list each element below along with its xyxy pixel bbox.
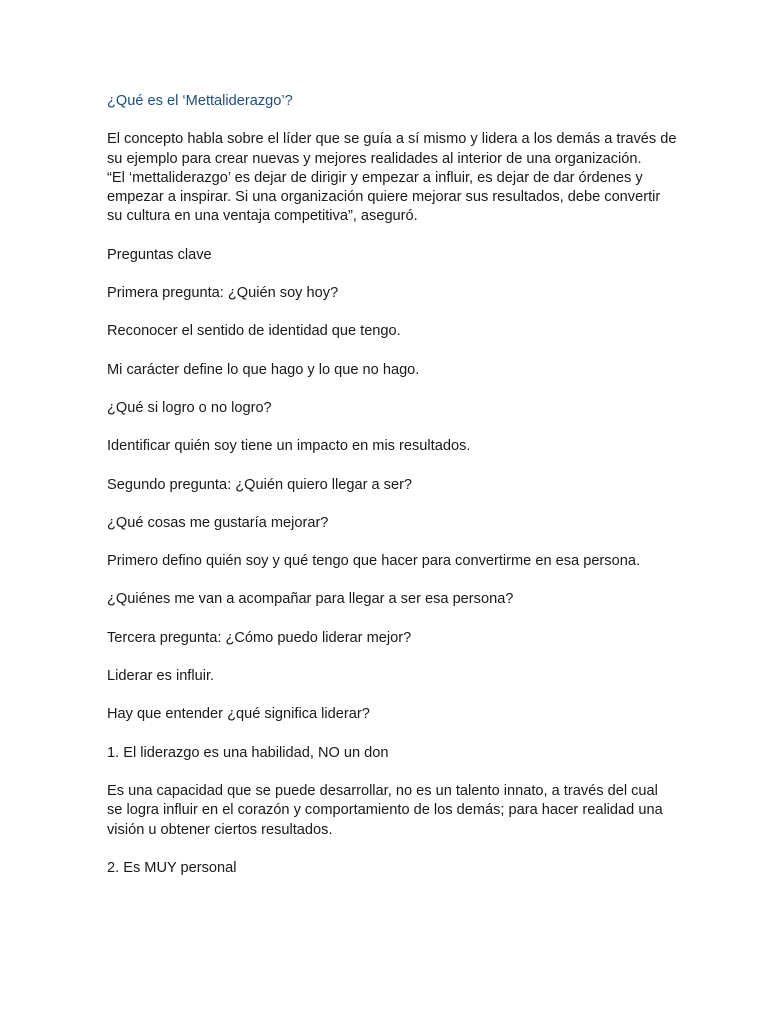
paragraph-point-two: 2. Es MUY personal [107, 859, 237, 876]
paragraph-second-question: Segundo pregunta: ¿Quién quiero llegar a ser? [107, 476, 413, 493]
paragraph-third-question: Tercera pregunta: ¿Cómo puedo liderar mejor? [107, 629, 412, 646]
paragraph-accompany: ¿Quiénes me van a acompañar para llegar a ser esa persona? [107, 591, 514, 608]
paragraph-first-question: Primera pregunta: ¿Quién soy hoy? [107, 285, 339, 302]
paragraph-capacity: Es una capacidad que se puede desarrollar, no es un talento innato, a través del cual se logra influir en el corazón y comportamiento de los demás; para hacer realidad una visión u obtener ciertos resultados. [107, 782, 663, 838]
paragraph-key-questions: Preguntas clave [107, 246, 212, 263]
paragraph-improve: ¿Qué cosas me gustaría mejorar? [107, 514, 329, 531]
document-heading: ¿Qué es el ‘Mettaliderazgo’? [107, 93, 293, 109]
paragraph-define: Primero defino quién soy y qué tengo que hacer para convertirme en esa persona. [107, 553, 640, 570]
paragraph-meaning: Hay que entender ¿qué significa liderar? [107, 706, 370, 723]
paragraph-character: Mi carácter define lo que hago y lo que no hago. [107, 361, 420, 378]
paragraph-concept: El concepto habla sobre el líder que se guía a sí mismo y lidera a los demás a través de su ejemplo para crear nuevas y mejores realidades al interior de una organización. [107, 131, 677, 167]
paragraph-quote: “El ‘mettaliderazgo’ es dejar de dirigir y empezar a influir, es dejar de dar órdenes y empezar a inspirar. Si una organización quiere mejorar sus resultados, debe convertir su cultura en una ventaja competitiva”, aseguró. [107, 169, 661, 225]
paragraph-impact: Identificar quién soy tiene un impacto en mis resultados. [107, 438, 471, 455]
paragraph-point-one: 1. El liderazgo es una habilidad, NO un don [107, 744, 389, 761]
document-page [107, 92, 677, 897]
paragraph-lead-influence: Liderar es influir. [107, 668, 215, 685]
paragraph-achieve: ¿Qué si logro o no logro? [107, 399, 272, 416]
paragraph-identity: Reconocer el sentido de identidad que tengo. [107, 323, 401, 340]
